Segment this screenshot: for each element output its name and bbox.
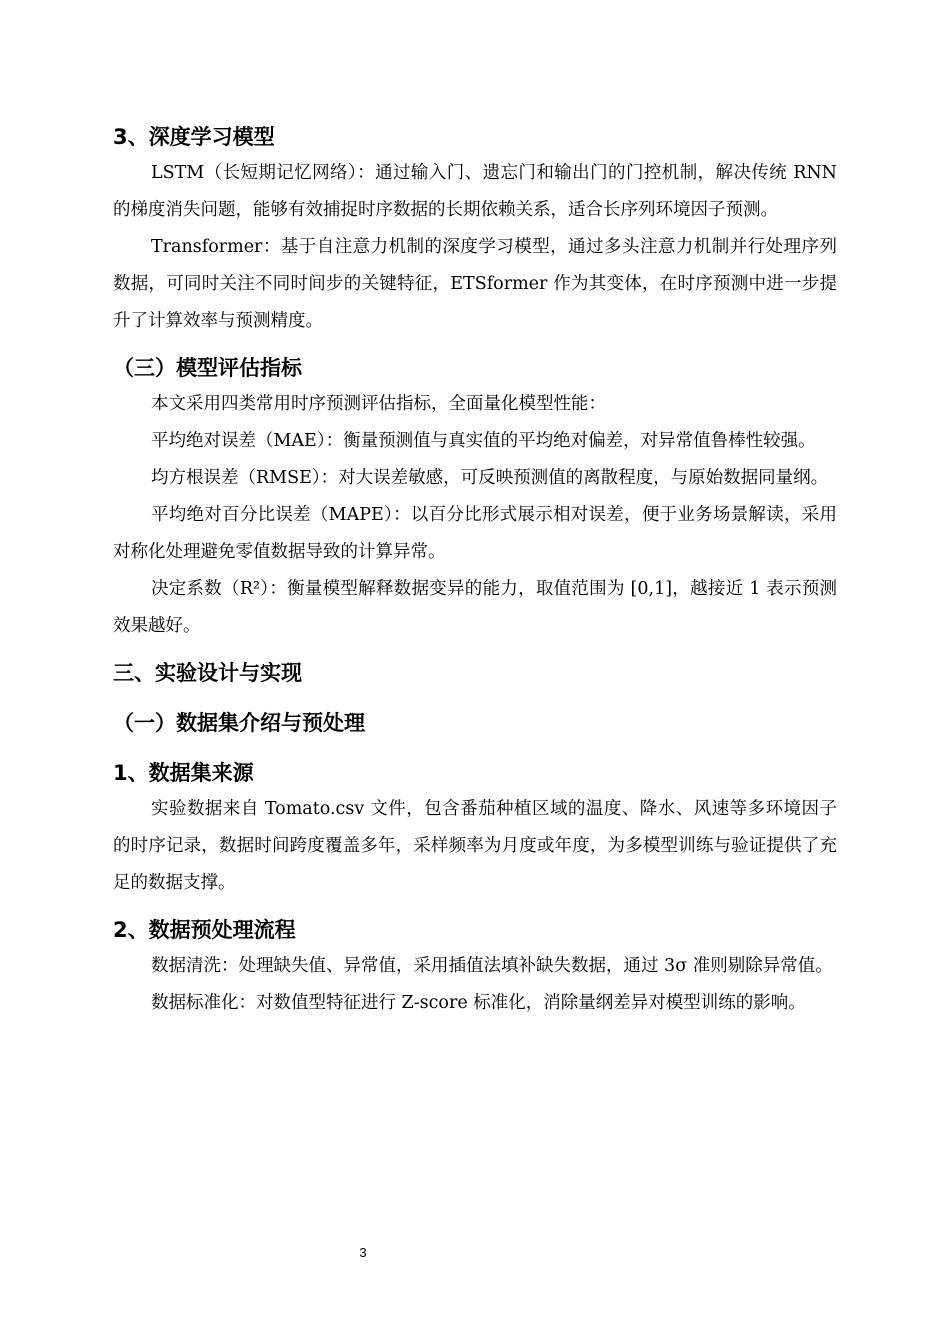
paragraph-dataset-source: 实验数据来自 Tomato.csv 文件，包含番茄种植区域的温度、降水、风速等多环境因子的时序记录，数据时间跨度覆盖多年，采样频率为月度或年度，为多模型训练与验证提供了充足的数据支撑。 — [113, 799, 837, 893]
paragraph-standardization: 数据标准化：对数值型特征进行 Z-score 标准化，消除量纲差异对模型训练的影响。 — [151, 993, 806, 1013]
paragraph-transformer: Transformer：基于自注意力机制的深度学习模型，通过多头注意力机制并行处理序列数据，可同时关注不同时间步的关键特征，ETSformer 作为其变体，在时序预测中进一步提升了计算效率与预测精度。 — [113, 237, 837, 331]
paragraph-cleaning: 数据清洗：处理缺失值、异常值，采用插值法填补缺失数据，通过 3σ 准则剔除异常值。 — [151, 956, 833, 976]
page-content — [113, 119, 837, 1022]
heading-preprocessing: 2、数据预处理流程 — [113, 918, 296, 942]
page-number: 3 — [359, 1245, 367, 1260]
heading-dataset-intro: （一）数据集介绍与预处理 — [113, 711, 365, 735]
heading-deep-learning-models: 3、深度学习模型 — [113, 125, 275, 149]
heading-dataset-source: 1、数据集来源 — [113, 761, 254, 785]
heading-chapter-experiment: 三、实验设计与实现 — [113, 661, 302, 685]
paragraph-mape: 平均绝对百分比误差（MAPE）：以百分比形式展示相对误差，便于业务场景解读，采用对称化处理避免零值数据导致的计算异常。 — [113, 505, 837, 562]
heading-evaluation-metrics: （三）模型评估指标 — [113, 356, 302, 380]
paragraph-rmse: 均方根误差（RMSE）：对大误差敏感，可反映预测值的离散程度，与原始数据同量纲。 — [151, 468, 829, 488]
paragraph-r2: 决定系数（R²）：衡量模型解释数据变异的能力，取值范围为 [0,1]，越接近 1 表示预测效果越好。 — [113, 579, 837, 636]
paragraph-mae: 平均绝对误差（MAE）：衡量预测值与真实值的平均绝对偏差，对异常值鲁棒性较强。 — [151, 431, 816, 451]
paragraph-eval-intro: 本文采用四类常用时序预测评估指标，全面量化模型性能： — [151, 394, 606, 414]
paragraph-lstm: LSTM（长短期记忆网络）：通过输入门、遗忘门和输出门的门控机制，解决传统 RNN 的梯度消失问题，能够有效捕捉时序数据的长期依赖关系，适合长序列环境因子预测。 — [113, 163, 837, 220]
